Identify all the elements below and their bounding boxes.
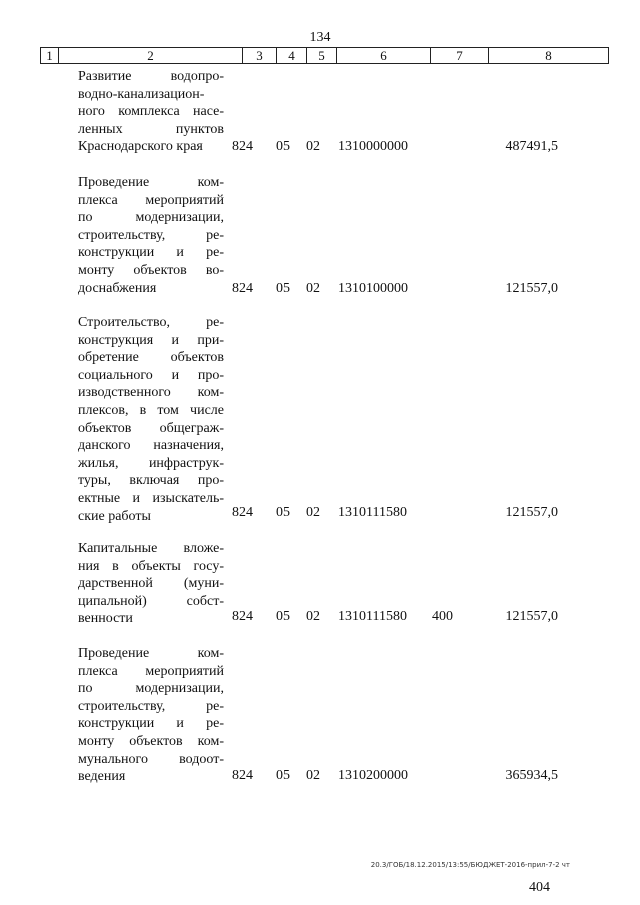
- row-name-line: строительству, ре-: [78, 698, 224, 714]
- row-name-line: плекса мероприятий: [78, 663, 224, 679]
- row-name-line: ские работы: [78, 508, 151, 524]
- row-name-line: ведения: [78, 769, 126, 785]
- row-col5: 02: [306, 139, 320, 154]
- row-name-line: туры, включая про-: [78, 473, 224, 489]
- row-col3: 824: [232, 139, 253, 154]
- row-name: [78, 68, 224, 156]
- column-header-row: [40, 47, 609, 64]
- row-col5: 02: [306, 768, 320, 783]
- row-col3: 824: [232, 768, 253, 783]
- row-name-line: данского назначения,: [78, 438, 224, 454]
- row-name-line: обретение объектов: [78, 350, 224, 366]
- row-name: [78, 314, 224, 525]
- row-name-line: объектов общеграж-: [78, 420, 224, 436]
- row-name-line: мунального водоот-: [78, 751, 224, 767]
- row-name-line: конструкции и ре-: [78, 716, 224, 732]
- column-header-4: 4: [277, 48, 307, 64]
- row-col6: 1310000000: [338, 139, 408, 154]
- row-col4: 05: [276, 505, 290, 520]
- column-header-8: 8: [489, 48, 609, 64]
- row-col5: 02: [306, 609, 320, 624]
- row-col8: 121557,0: [505, 609, 558, 624]
- row-name-line: строительству, ре-: [78, 227, 224, 243]
- row-col6: 1310200000: [338, 768, 408, 783]
- row-col4: 05: [276, 281, 290, 296]
- row-col5: 02: [306, 505, 320, 520]
- column-header-3: 3: [243, 48, 277, 64]
- column-header-5: 5: [307, 48, 337, 64]
- row-col4: 05: [276, 139, 290, 154]
- row-name: [78, 174, 224, 297]
- row-col8: 487491,5: [505, 139, 558, 154]
- row-col4: 05: [276, 768, 290, 783]
- row-name-line: венности: [78, 611, 133, 627]
- row-name-line: Развитие водопро-: [78, 69, 224, 84]
- row-name-line: ния в объекты госу-: [78, 558, 224, 574]
- column-header-7: 7: [431, 48, 489, 64]
- row-col3: 824: [232, 505, 253, 520]
- row-col3: 824: [232, 281, 253, 296]
- row-col4: 05: [276, 609, 290, 624]
- row-col7: 400: [432, 609, 453, 624]
- row-name-line: ципальной) собст-: [78, 593, 224, 609]
- row-name-line: жилья, инфраструк-: [78, 455, 224, 471]
- column-header-1: 1: [41, 48, 59, 64]
- row-name-line: монту объектов ком-: [78, 733, 224, 749]
- row-name-line: ного комплекса насе-: [78, 104, 224, 120]
- row-col6: 1310100000: [338, 281, 408, 296]
- row-name-line: плекса мероприятий: [78, 192, 224, 208]
- row-name-line: водно-канализацион-: [78, 86, 205, 102]
- row-name-line: Краснодарского края: [78, 139, 203, 155]
- row-name-line: ектные и изыскатель-: [78, 490, 224, 506]
- footer-page-number: 404: [529, 880, 550, 895]
- row-name-line: доснабжения: [78, 280, 157, 296]
- row-name: [78, 540, 224, 628]
- row-name-line: Строительство, ре-: [78, 315, 224, 330]
- row-name-line: социального и про-: [78, 367, 224, 383]
- row-col3: 824: [232, 609, 253, 624]
- row-col8: 365934,5: [505, 768, 558, 783]
- column-header-2: 2: [59, 48, 243, 64]
- row-col8: 121557,0: [505, 281, 558, 296]
- row-col6: 1310111580: [338, 505, 407, 520]
- page-number-top: 134: [309, 30, 331, 45]
- row-name-line: изводственного ком-: [78, 385, 224, 401]
- row-name-line: плексов, в том числе: [78, 402, 224, 418]
- row-name: [78, 645, 224, 786]
- footer-document-code: 20.3/ГОБ/18.12.2015/13:55/БЮДЖЕТ-2016-прил-7-2 чт: [370, 861, 570, 869]
- column-header-6: 6: [337, 48, 431, 64]
- row-col8: 121557,0: [505, 505, 558, 520]
- row-name-line: Проведение ком-: [78, 175, 224, 190]
- row-name-line: монту объектов во-: [78, 262, 224, 278]
- row-name-line: конструкции и ре-: [78, 245, 224, 261]
- row-name-line: по модернизации,: [78, 681, 224, 697]
- row-name-line: Капитальные вложе-: [78, 541, 224, 556]
- row-col6: 1310111580: [338, 609, 407, 624]
- row-name-line: по модернизации,: [78, 210, 224, 226]
- row-name-line: дарственной (муни-: [78, 576, 224, 592]
- row-name-line: конструкция и при-: [78, 332, 224, 348]
- row-col5: 02: [306, 281, 320, 296]
- row-name-line: Проведение ком-: [78, 646, 224, 661]
- row-name-line: ленных пунктов: [78, 121, 224, 137]
